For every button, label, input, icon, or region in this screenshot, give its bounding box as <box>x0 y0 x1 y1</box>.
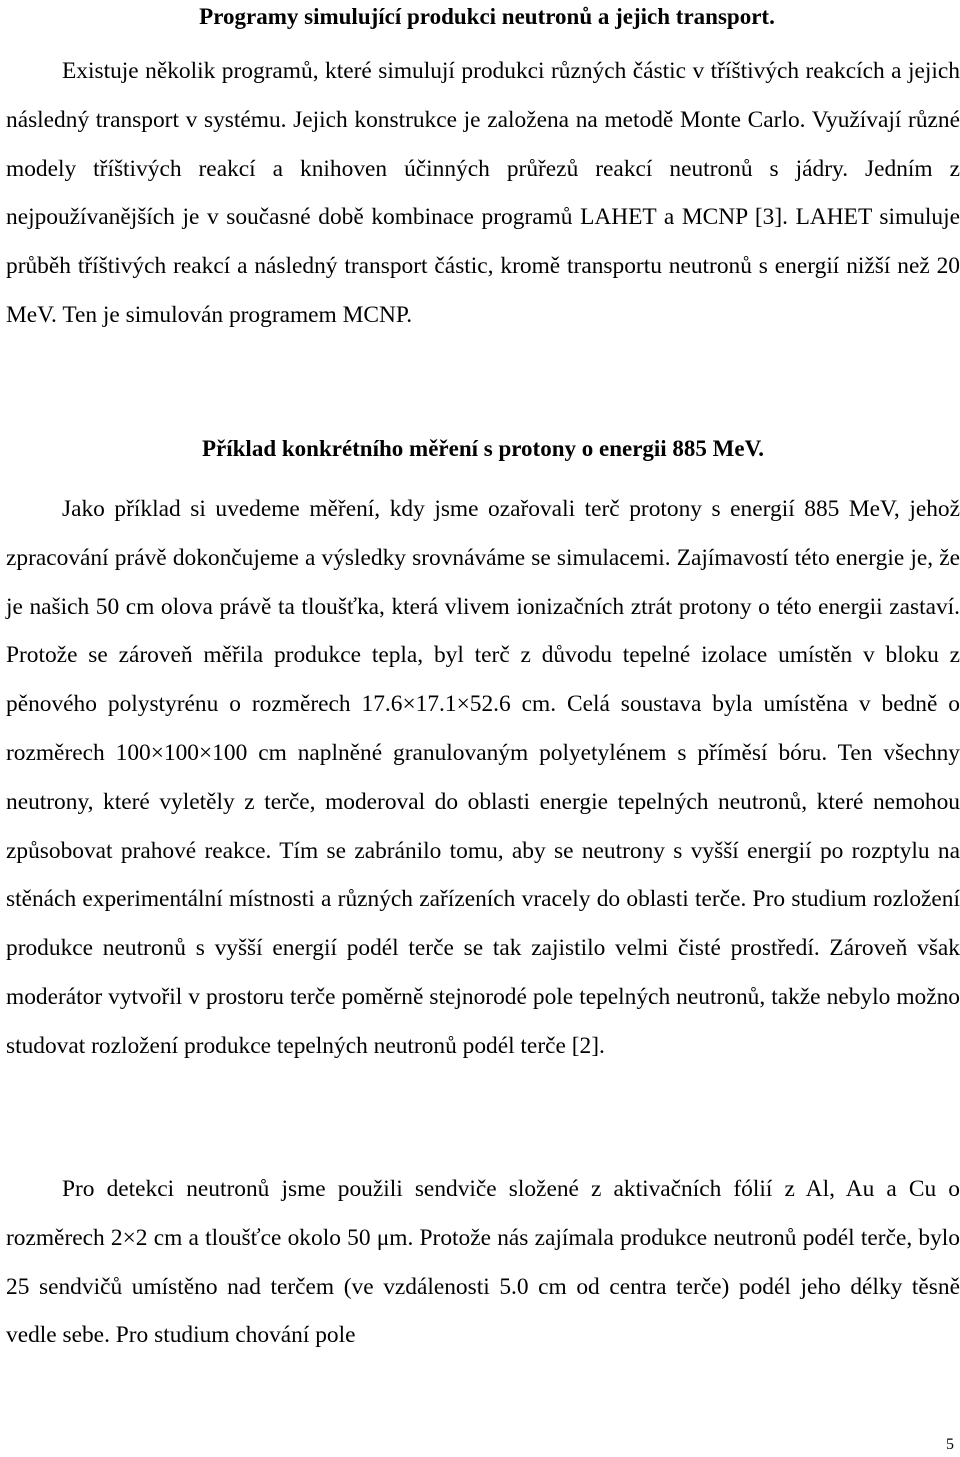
section-paragraph-2: Pro detekci neutronů jsme použili sendviče složené z aktivačních fólií z Al, Au a Cu o rozměrech 2×2 cm a tloušťce okolo 50 μm. Protože nás zajímala produkce neutronů podél terče, bylo 25 sendvičů umístěno nad terčem (ve vzdálenosti 5.0 cm od centra terče) podél jeho délky těsně vedle sebe. Pro studium chování pole <box>6 1176 960 1349</box>
document-title: Programy simulující produkci neutronů a jejich transport. <box>199 4 775 29</box>
section-title: Příklad konkrétního měření s protony o energii 885 MeV. <box>201 436 764 461</box>
section-paragraph-1: Jako příklad si uvedeme měření, kdy jsme ozařovali terč protony s energií 885 MeV, jehož zpracování právě dokončujeme a výsledky srovnáváme se simulacemi. Zajímavostí této energie je, že je našich 50 cm olova právě ta tloušťka, která vlivem ionizačních ztrát protony o této energii zastaví. Protože se zároveň měřila produkce tepla, byl terč z důvodu tepelné izolace umístěn v bloku z pěnového polystyrénu o rozměrech 17.6×17.1×52.6 cm. Celá soustava byla umístěna v bedně o rozměrech 100×100×100 cm naplněné granulovaným polyetylénem s příměsí bóru. Ten všechny neutrony, které vyletěly z terče, moderoval do oblasti energie tepelných neutronů, které nemohou způsobovat prahové reakce. Tím se zabránilo tomu, aby se neutrony s vyšší energií po rozptylu na stěnách experimentální místnosti a různých zařízeních vracely do oblasti terče. Pro studium rozložení produkce neutronů s vyšší energií podél terče se tak zajistilo velmi čisté prostředí. Zároveň však moderátor vytvořil v prostoru terče poměrně stejnorodé pole tepelných neutronů, takže nebylo možno studovat rozložení produkce tepelných neutronů podél terče [2]. <box>6 496 960 1059</box>
page-number: 5 <box>946 1436 954 1453</box>
intro-paragraph: Existuje několik programů, které simulují produkci různých částic v tříštivých reakcích a jejich následný transport v systému. Jejich konstrukce je založena na metodě Monte Carlo. Využívají různé modely tříštivých reakcí a knihoven účinných průřezů reakcí neutronů s jádry. Jedním z nejpoužívanějších je v současné době kombinace programů LAHET a MCNP [3]. LAHET simuluje průběh tříštivých reakcí a následný transport částic, kromě transportu neutronů s energií nižší než 20 MeV. Ten je simulován programem MCNP. <box>6 58 960 328</box>
